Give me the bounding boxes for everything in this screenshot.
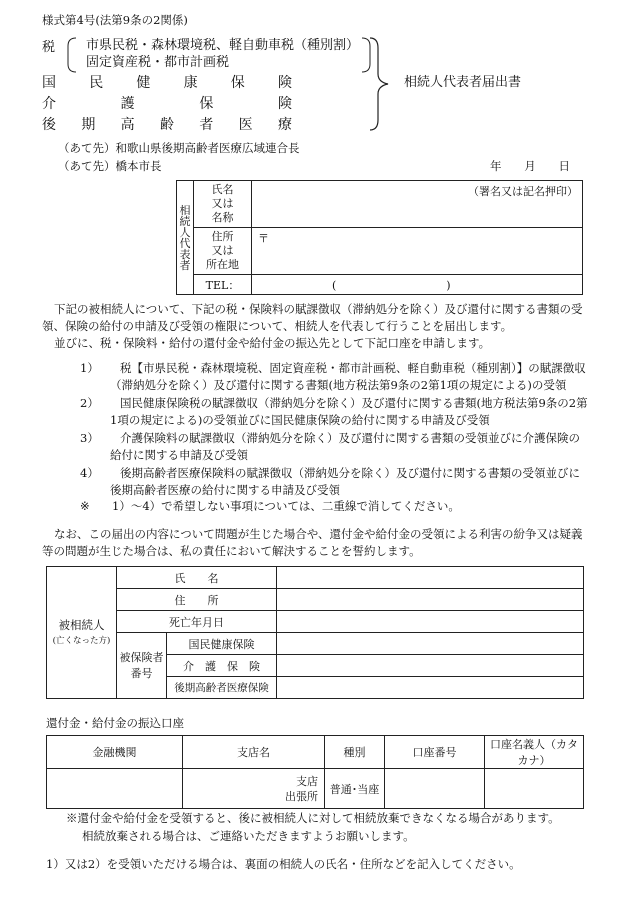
kokumin-char: 民 <box>89 75 104 91</box>
note-text: 1）～4）で希望しない事項については、二重線で消してください。 <box>112 499 460 513</box>
footer-note-2: 相続放棄される場合は、ご連絡いただきますようお願いします。 <box>82 829 415 843</box>
pledge-paragraph: なお、この届出の内容について問題が生じた場合や、還付金や給付金の受領による利害の紛争又は疑義等の問題が生じた場合は、私の責任において解決することを誓約します。 <box>42 527 583 558</box>
tax-label: 税 <box>42 40 56 55</box>
addressee-1: （あて先）和歌山県後期高齢者医療広域連合長 <box>58 141 300 155</box>
koki-char: 高 <box>120 117 135 133</box>
branch-field[interactable]: 支店 出張所 <box>183 769 325 809</box>
header-holder: 口座名義人（カタカナ） <box>485 736 584 769</box>
doc-title: 相続人代表者届出書 <box>404 75 522 90</box>
date-month: 月 <box>524 159 536 173</box>
type-field[interactable]: 普通･当座 <box>325 769 385 809</box>
item-1-num: 1） <box>80 361 99 375</box>
death-date-label: 死亡年月日 <box>117 611 277 633</box>
address-field[interactable] <box>277 589 584 611</box>
date-day: 日 <box>558 159 570 173</box>
header-account-no: 口座番号 <box>385 736 485 769</box>
big-brace-icon <box>368 36 394 132</box>
item-4-text: 後期高齢者医療保険料の賦課徴収（滞納処分を除く）及び還付に関する書類の受領並びに後期高齢者医療の給付に関する申請及び受領 <box>110 466 580 497</box>
addressee-2: （あて先）橋本市長 <box>58 159 162 173</box>
seal-note: （署名又は記名押印） <box>468 185 578 198</box>
kaigo-char: 介 <box>42 96 56 112</box>
koki-char: 療 <box>277 117 292 133</box>
koki-field[interactable] <box>277 677 584 699</box>
item-2-num: 2） <box>80 396 99 410</box>
kaigo-char: 険 <box>277 96 292 112</box>
rep-address-label: 住所 又は 所在地 <box>194 228 252 275</box>
koki-char: 後 <box>42 117 56 133</box>
kaigo-char: 保 <box>199 96 214 112</box>
koki-char: 齢 <box>159 117 174 133</box>
header-bank: 金融機関 <box>47 736 183 769</box>
deceased-table <box>46 566 584 699</box>
intro-paragraph-2: 並びに、税・保険料・給付の還付金や給付金の振込先として下記口座を申請します。 <box>54 336 491 350</box>
item-3-text: 介護保険料の賦課徴収（滞納処分を除く）及び還付に関する書類の受領並びに介護保険の給付に関する申請及び受領 <box>110 431 580 462</box>
tax-line1: 市県民税・森林環境税、軽自動車税（種別割） <box>86 38 360 53</box>
account-table <box>46 735 584 809</box>
kaigo-row <box>42 96 292 113</box>
koki-label: 後期高齢者医療保険 <box>167 677 277 699</box>
name-field[interactable] <box>277 567 584 589</box>
kokuho-field[interactable] <box>277 633 584 655</box>
death-date-field[interactable] <box>277 611 584 633</box>
kaigo-field[interactable] <box>277 655 584 677</box>
intro-paragraph: 下記の被相続人について、下記の税・保険料の賦課徴収（滞納処分を除く）及び還付に関する書類の受領、保険の給付の申請及び受領の権限について、相続人を代表して行うことを届出します。 <box>42 302 583 333</box>
rep-name-field[interactable] <box>252 181 583 228</box>
deceased-label: 被相続人 <box>58 617 105 632</box>
rep-address-field[interactable] <box>252 228 583 275</box>
holder-field[interactable] <box>485 769 584 809</box>
note-mark: ※ <box>80 499 90 513</box>
rep-tel-label: TEL： <box>194 275 252 295</box>
kokuho-label: 国民健康保険 <box>167 633 277 655</box>
address-label: 住 所 <box>117 589 277 611</box>
insured-no-label: 被保険者 番号 <box>117 633 167 699</box>
header-type: 種別 <box>325 736 385 769</box>
date-year: 年 <box>490 159 502 173</box>
postal-mark: 〒 <box>258 232 269 245</box>
name-label: 氏 名 <box>117 567 277 589</box>
kokumin-char: 健 <box>136 75 151 91</box>
koki-char: 期 <box>81 117 96 133</box>
rep-tel-field[interactable] <box>252 275 583 295</box>
rep-side-label: 相続人代表者 <box>177 181 194 295</box>
footer-note-3: 1）又は2）を受領いただける場合は、裏面の相続人の氏名・住所などを記入してください。 <box>46 857 521 871</box>
item-1-text: 税【市県民税・森林環境税、固定資産税・都市計画税、軽自動車税（種別割）】の賦課徴収（滞納処分を除く）及び還付に関する書類(地方税法第9条の2第1項の規定による)の受領 <box>110 361 586 392</box>
header-branch: 支店名 <box>183 736 325 769</box>
koki-char: 者 <box>199 117 214 133</box>
item-3-num: 3） <box>80 431 99 445</box>
bank-field[interactable] <box>47 769 183 809</box>
tel-paren: ( ) <box>332 278 451 292</box>
account-title: 還付金・給付金の振込口座 <box>46 716 184 730</box>
tax-line2: 固定資産税・都市計画税 <box>86 55 230 70</box>
kokumin-char: 保 <box>230 75 245 91</box>
date-line <box>490 160 570 174</box>
kokumin-row <box>42 75 292 92</box>
deceased-sub-label: (亡くなった方) <box>52 635 111 646</box>
item-4-num: 4） <box>80 466 99 480</box>
kokumin-char: 康 <box>183 75 198 91</box>
koki-row <box>42 117 292 134</box>
kokumin-char: 国 <box>42 75 56 91</box>
account-no-field[interactable] <box>385 769 485 809</box>
footer-note-1: ※還付金や給付金を受領すると、後に被相続人に対して相続放棄できなくなる場合があります。 <box>66 811 560 825</box>
kaigo-label: 介 護 保 険 <box>167 655 277 677</box>
kokumin-char: 険 <box>277 75 292 91</box>
form-number: 様式第4号(法第9条の2関係) <box>42 13 188 27</box>
representative-table <box>176 180 583 295</box>
koki-char: 医 <box>238 117 253 133</box>
rep-name-label: 氏名 又は 名称 <box>194 181 252 228</box>
deceased-label-cell <box>47 567 117 699</box>
kaigo-char: 護 <box>120 96 135 112</box>
item-2-text: 国民健康保険税の賦課徴収（滞納処分を除く）及び還付に関する書類(地方税法第9条の2第1項の規定による)の受領並びに国民健康保険の給付に関する申請及び受領 <box>110 396 588 427</box>
left-brace-icon <box>64 36 78 74</box>
